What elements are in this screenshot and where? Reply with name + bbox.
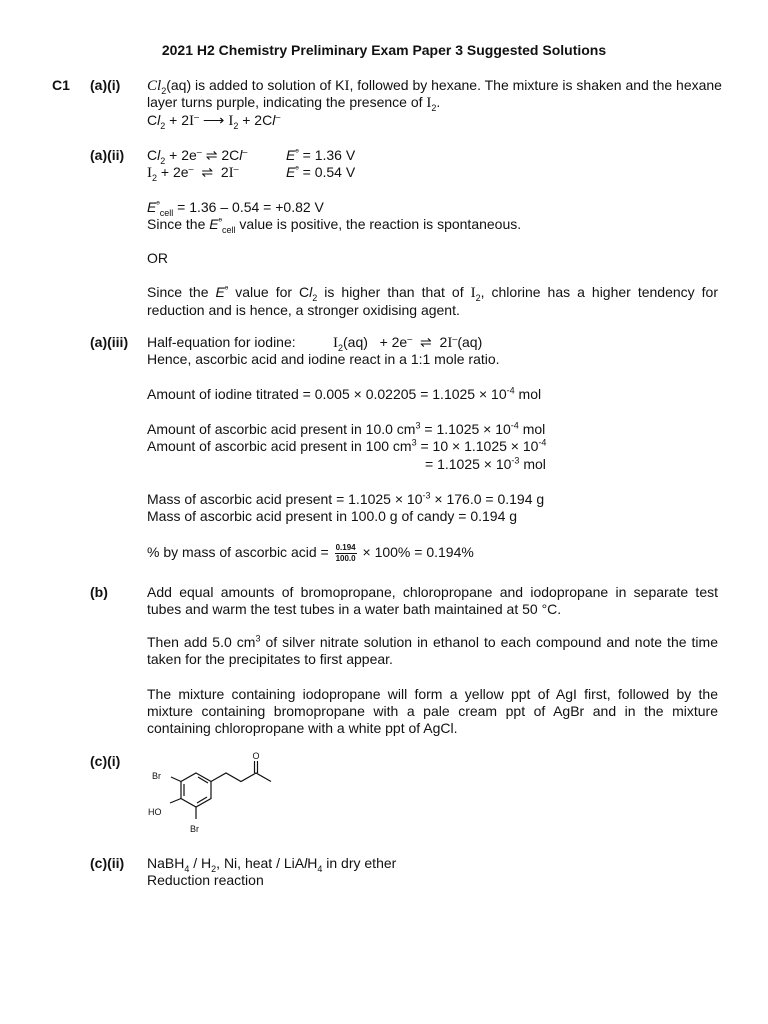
reaction-type: Reduction reaction: [147, 872, 264, 888]
e-value-chlorine: $E^ᶱ = 1.36$ V: [286, 146, 356, 163]
part-c-i-label: (c)(i): [90, 753, 121, 769]
benzene-ring: [181, 773, 211, 807]
b-paragraph-1: Add equal amounts of bromopropane, chloropropane and iodopropane in separate test tubes and warm the test tubes in a water bath maintained at 50 °C.: [147, 584, 718, 617]
amount-iodine: Amount of iodine titrated = $0.005 \times 0.02205 = 1.1025 \times 10^{-4}$ mol: [147, 385, 542, 402]
part-a-ii-label: (a)(ii): [90, 147, 125, 163]
part-a-iii-label: (a)(iii): [90, 334, 129, 350]
e-value-iodine: $E^ᶱ = 0.54$ V: [286, 163, 356, 180]
half-equation-chlorine: $Cl_2 + 2e^-$ ⇌ 2Cl–: [147, 146, 248, 166]
b-paragraph-3: The mixture containing iodopropane will form a yellow ppt of AgI first, followed by the mixture containing bromopropane with a pale cream ppt of AgBr and in the mixture containing chloropropane with a white ppt of AgCl.: [147, 686, 718, 736]
br-top-bond: [171, 777, 181, 782]
amount-ascorbic-10: Amount of ascorbic acid present in 10.0 $cm^3 = 1.1025 \times 10^{-4}$ mol: [147, 420, 546, 437]
question-number: C1: [52, 77, 70, 93]
br-top-label: Br: [152, 771, 161, 781]
ho-bond: [170, 799, 181, 804]
page-title: 2021 H2 Chemistry Preliminary Exam Paper 3 Suggested Solutions: [161, 42, 607, 58]
half-equation-iodine: $I_2 + 2e^-$ ⇌ 2I–: [147, 163, 239, 183]
a-i-line2: layer turns purple, indicating the presence of $I_2$.: [147, 94, 441, 113]
mole-ratio: Hence, ascorbic acid and iodine react in a 1:1 mole ratio.: [147, 351, 500, 367]
b-paragraph-2: Then add 5.0 $cm^3$ of silver nitrate solution in ethanol to each compound and note the time taken for the precipitates to first appear.: [147, 633, 718, 667]
fraction: $\frac{0.194}{100.0}$: [335, 543, 356, 563]
side-chain: [211, 773, 271, 782]
part-b-label: (b): [90, 584, 108, 600]
mass-ascorbic: Mass of ascorbic acid present = $1.1025 \times 10^{-3} \times 176.0 = 0.194$ g: [147, 490, 545, 507]
ho-label: HO: [148, 807, 162, 817]
molecular-structure: [145, 752, 285, 840]
br-bottom-label: Br: [190, 824, 199, 834]
a-i-line1: $Cl_2(aq)$ is added to solution of KI, followed by hexane. The mixture is shaken and the hexane: [147, 77, 722, 96]
oxygen-label: O: [252, 752, 260, 761]
a-i-equation: $Cl_2 + 2I^-$ ⟶ $I_2 + 2Cl^-$: [147, 111, 281, 131]
alternative-explanation: Since the $E^ᶱ$ value for $Cl_2$ is higher than that of $I_2$, chlorine has a higher tendency for reduction and is hence, a stronger oxidising agent.: [147, 283, 718, 318]
part-a-i-label: (a)(i): [90, 77, 121, 93]
spontaneity-statement: Since the $E^ᶱ_{cell}$ value is positive, the reaction is spontaneous.: [147, 215, 522, 235]
mass-ascorbic-candy: Mass of ascorbic acid present in 100.0 g of candy = 0.194 g: [147, 508, 518, 524]
percentage-mass: % by mass of ascorbic acid = $\frac{0.194}{100.0}$ × 100% = 0.194%: [147, 543, 474, 563]
iodine-half-equation: $I_2(aq) + 2e^-$ ⇌ 2I–(aq): [333, 333, 483, 353]
half-equation-label: Half-equation for iodine:: [147, 334, 296, 350]
amount-ascorbic-100-result: = $1.1025 \times 10^{-3}$ mol: [425, 455, 546, 472]
e-cell-calc: $E^ᶱ_{cell} = 1.36 - 0.54 = +0.82$ V: [147, 198, 324, 218]
amount-ascorbic-100: Amount of ascorbic acid present in 100 $cm^3 = 10 \times 1.1025 \times 10^{-4}$: [147, 437, 547, 454]
reducing-agents: NaBH$_4$ / $H_2$, Ni, heat / LiAlH$_4$ in dry ether: [147, 855, 397, 874]
part-c-ii-label: (c)(ii): [90, 855, 125, 871]
or-text: OR: [147, 250, 168, 266]
